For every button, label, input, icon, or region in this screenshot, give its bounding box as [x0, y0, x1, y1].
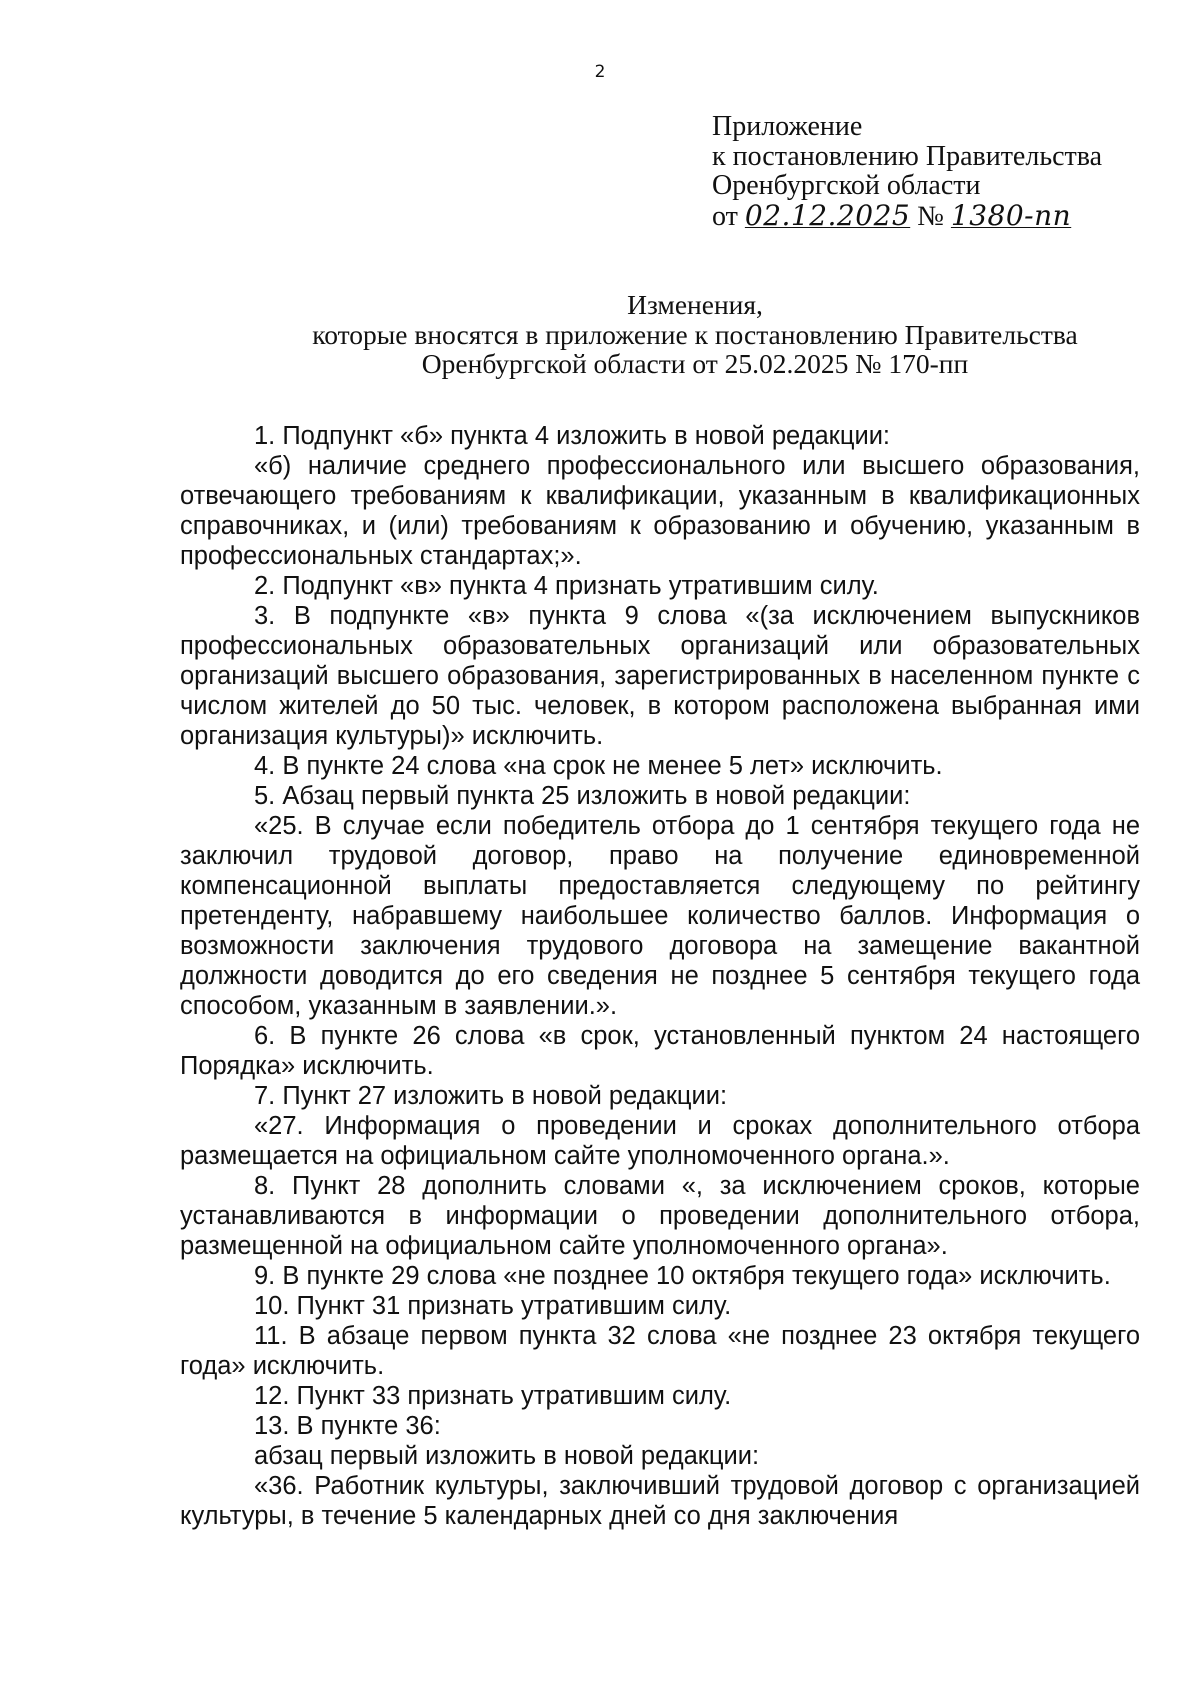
paragraph: 5. Абзац первый пункта 25 изложить в новой редакции:: [254, 782, 911, 810]
paragraph: 9. В пункте 29 слова «не позднее 10 октября текущего года» исключить.: [254, 1262, 1111, 1290]
heading-subtitle-line-1: которые вносятся в приложение к постановлению Правительства: [312, 318, 1078, 350]
handwritten-date: 02.12.2025: [744, 198, 911, 232]
handwritten-number: 1380-пп: [950, 198, 1072, 232]
paragraph: «б) наличие среднего профессионального или высшего образования, отвечающего требованиям к квалификации, указанным в квалификационных справочниках, и (или) требованиям к образованию и обучению, указанным в профессиональных стандартах;».: [180, 452, 1140, 570]
paragraph: «36. Работник культуры, заключивший трудовой договор с организацией культуры, в течение 5 календарных дней со дня заключения: [180, 1472, 1140, 1530]
paragraph: 13. В пункте 36:: [254, 1412, 441, 1440]
paragraph: «27. Информация о проведении и сроках дополнительного отбора размещается на официальном сайте уполномоченного органа.».: [180, 1112, 1140, 1170]
heading-subtitle-line-2: Оренбургской области от 25.02.2025 № 170-пп: [421, 348, 969, 379]
heading-title: Изменения,: [627, 289, 763, 320]
paragraph: 1. Подпункт «б» пункта 4 изложить в новой редакции:: [254, 422, 891, 450]
paragraph: 8. Пункт 28 дополнить словами «, за исключением сроков, которые устанавливаются в информации о проведении дополнительного отбора, размещенной на официальном сайте уполномоченного органа».: [180, 1172, 1140, 1260]
document-heading: [180, 290, 1200, 379]
page-number: 2: [594, 62, 606, 82]
appendix-title: Приложение: [712, 111, 863, 142]
number-sign: №: [917, 200, 944, 232]
paragraph: 4. В пункте 24 слова «на срок не менее 5 лет» исключить.: [254, 752, 943, 780]
appendix-line-2: к постановлению Правительства: [712, 140, 1103, 172]
paragraph: 12. Пункт 33 признать утратившим силу.: [254, 1382, 732, 1410]
appendix-block: [712, 112, 1172, 231]
paragraph: 2. Подпункт «в» пункта 4 признать утратившим силу.: [254, 572, 879, 600]
paragraph: 6. В пункте 26 слова «в срок, установленный пунктом 24 настоящего Порядка» исключить.: [180, 1022, 1140, 1080]
paragraph: 10. Пункт 31 признать утратившим силу.: [254, 1292, 732, 1320]
paragraph: абзац первый изложить в новой редакции:: [254, 1442, 760, 1470]
paragraph: 11. В абзаце первом пункта 32 слова «не позднее 23 октября текущего года» исключить.: [180, 1322, 1140, 1380]
appendix-line-3: Оренбургской области: [712, 170, 981, 201]
appendix-date-number-line: [712, 198, 1072, 232]
document-body: [180, 421, 1140, 1531]
paragraph: 7. Пункт 27 изложить в новой редакции:: [254, 1082, 728, 1110]
date-prefix: от: [712, 200, 738, 232]
paragraph: 3. В подпункте «в» пункта 9 слова «(за исключением выпускников профессиональных образовательных организаций или образовательных организаций высшего образования, зарегистрированных в населенном пункте с числом жителей до 50 тыс. человек, в котором расположена выбранная ими организация культуры)» исключить.: [180, 602, 1140, 750]
paragraph: «25. В случае если победитель отбора до 1 сентября текущего года не заключил трудовой договор, право на получение единовременной компенсационной выплаты предоставляется следующему по рейтингу претенденту, набравшему наибольшее количество баллов. Информация о возможности заключения трудового договора на замещение вакантной должности доводится до его сведения не позднее 5 сентября текущего года способом, указанным в заявлении.».: [180, 812, 1140, 1020]
